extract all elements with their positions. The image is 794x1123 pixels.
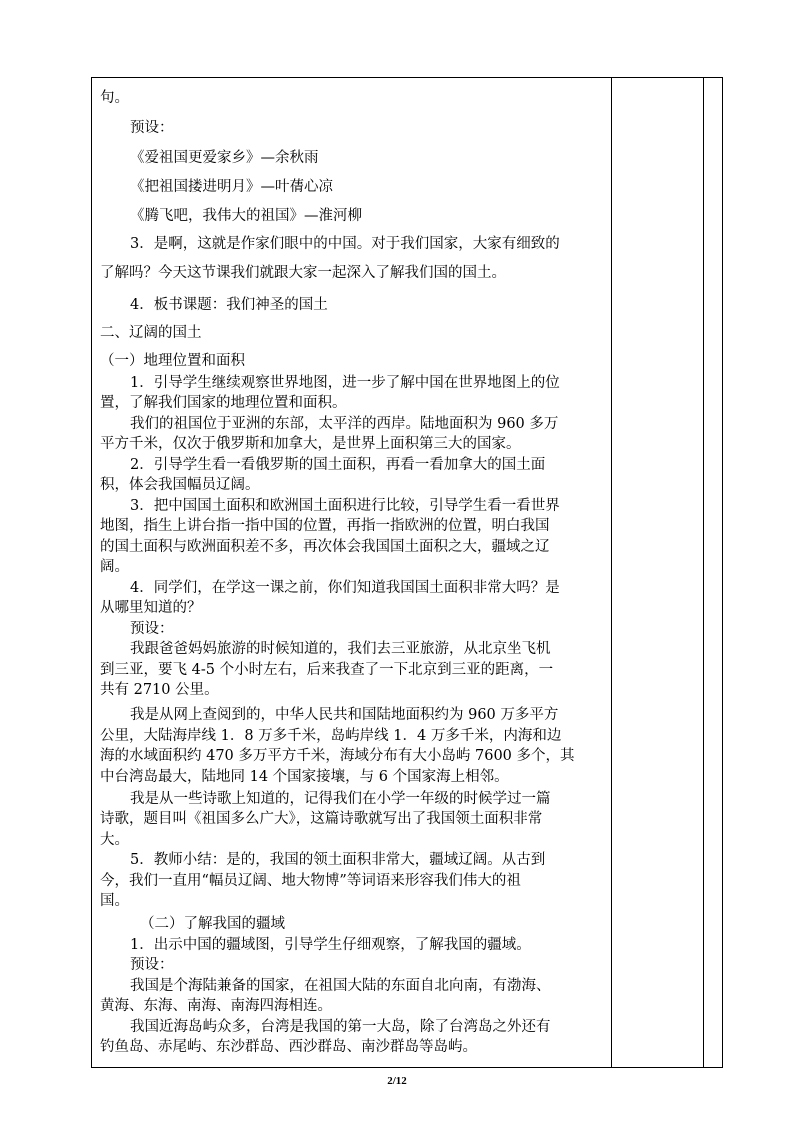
text-line: 钓鱼岛、赤尾屿、东沙群岛、西沙群岛、南沙群岛等岛屿。 xyxy=(100,1039,477,1055)
text-line: 预设： xyxy=(130,120,174,136)
text-line: 预设： xyxy=(130,957,174,973)
text-line: 《爱祖国更爱家乡》—余秋雨 xyxy=(130,150,319,166)
text-line: 国。 xyxy=(100,893,129,909)
text-line: 了解吗？今天这节课我们就跟大家一起深入了解我们国的国土。 xyxy=(100,265,506,281)
text-line: 2．引导学生看一看俄罗斯的国土面积，再看一看加拿大的国土面 xyxy=(130,457,546,473)
text-line: 海的水域面积约 470 多万平方千米，海域分布有大小岛屿 7600 多个，其 xyxy=(100,748,575,764)
text-line: 二、辽阔的国土 xyxy=(100,325,202,341)
text-line: 从哪里知道的？ xyxy=(100,600,202,616)
text-line: 4．板书课题：我们神圣的国土 xyxy=(130,297,328,313)
text-line: （一）地理位置和面积 xyxy=(100,353,245,369)
text-line: （二）了解我国的疆域 xyxy=(140,916,285,932)
text-line: 我跟爸爸妈妈旅游的时候知道的，我们去三亚旅游，从北京坐飞机 xyxy=(130,641,551,657)
text-line: 我是从一些诗歌上知道的，记得我们在小学一年级的时候学过一篇 xyxy=(130,791,551,807)
text-line: 阔。 xyxy=(100,559,129,575)
text-line: 我国近海岛屿众多，台湾是我国的第一大岛，除了台湾岛之外还有 xyxy=(130,1019,551,1035)
text-line: 到三亚，要飞 4-5 个小时左右，后来我查了一下北京到三亚的距离，一 xyxy=(100,662,554,678)
text-line: 我是从网上查阅到的，中华人民共和国陆地面积约为 960 万多平方 xyxy=(130,707,559,723)
text-line: 今，我们一直用“幅员辽阔、地大物博”等词语来形容我们伟大的祖 xyxy=(100,873,521,889)
column-divider xyxy=(611,78,612,1067)
text-line: 我们的祖国位于亚洲的东部，太平洋的西岸。陆地面积为 960 多万 xyxy=(130,416,559,432)
text-line: 大。 xyxy=(100,832,129,848)
column-divider-right xyxy=(703,78,704,1067)
text-line: 《腾飞吧，我伟大的祖国》—淮河柳 xyxy=(130,208,362,224)
text-line: 平方千米，仅次于俄罗斯和加拿大，是世界上面积第三大的国家。 xyxy=(100,436,521,452)
text-line: 共有 2710 公里。 xyxy=(100,682,219,698)
text-line: 积，体会我国幅员辽阔。 xyxy=(100,477,260,493)
text-line: 中台湾岛最大，陆地同 14 个国家接壤，与 6 个国家海上相邻。 xyxy=(100,769,509,785)
text-line: 1．引导学生继续观察世界地图，进一步了解中国在世界地图上的位 xyxy=(130,375,560,391)
text-line: 地图，指生上讲台指一指中国的位置，再指一指欧洲的位置，明白我国 xyxy=(100,518,550,534)
text-line: 句。 xyxy=(100,90,129,106)
text-line: 1．出示中国的疆域图，引导学生仔细观察，了解我国的疆域。 xyxy=(130,937,531,953)
text-line: 《把祖国搂进明月》—叶蒨心凉 xyxy=(130,179,333,195)
text-line: 3．是啊，这就是作家们眼中的中国。对于我们国家，大家有细致的 xyxy=(130,236,560,252)
text-line: 的国土面积与欧洲面积差不多，再次体会我国国土面积之大，疆域之辽 xyxy=(100,539,550,555)
text-line: 公里，大陆海岸线 1．8 万多千米，岛屿岸线 1．4 万多千米，内海和边 xyxy=(100,728,562,744)
text-line: 预设： xyxy=(130,621,174,637)
text-line: 我国是个海陆兼备的国家，在祖国大陆的东面自北向南，有渤海、 xyxy=(130,978,551,994)
text-line: 置，了解我们国家的地理位置和面积。 xyxy=(100,395,347,411)
text-line: 3．把中国国土面积和欧洲国土面积进行比较，引导学生看一看世界 xyxy=(130,498,560,514)
text-line: 诗歌，题目叫《祖国多么广大》，这篇诗歌就写出了我国领土面积非常 xyxy=(100,811,543,827)
page-number: 2/12 xyxy=(387,1075,407,1087)
text-line: 5．教师小结：是的，我国的领土面积非常大，疆域辽阔。从古到 xyxy=(130,852,546,868)
text-line: 4．同学们，在学这一课之前，你们知道我国国土面积非常大吗？是 xyxy=(130,580,560,596)
text-line: 黄海、东海、南海、南海四海相连。 xyxy=(100,998,332,1014)
